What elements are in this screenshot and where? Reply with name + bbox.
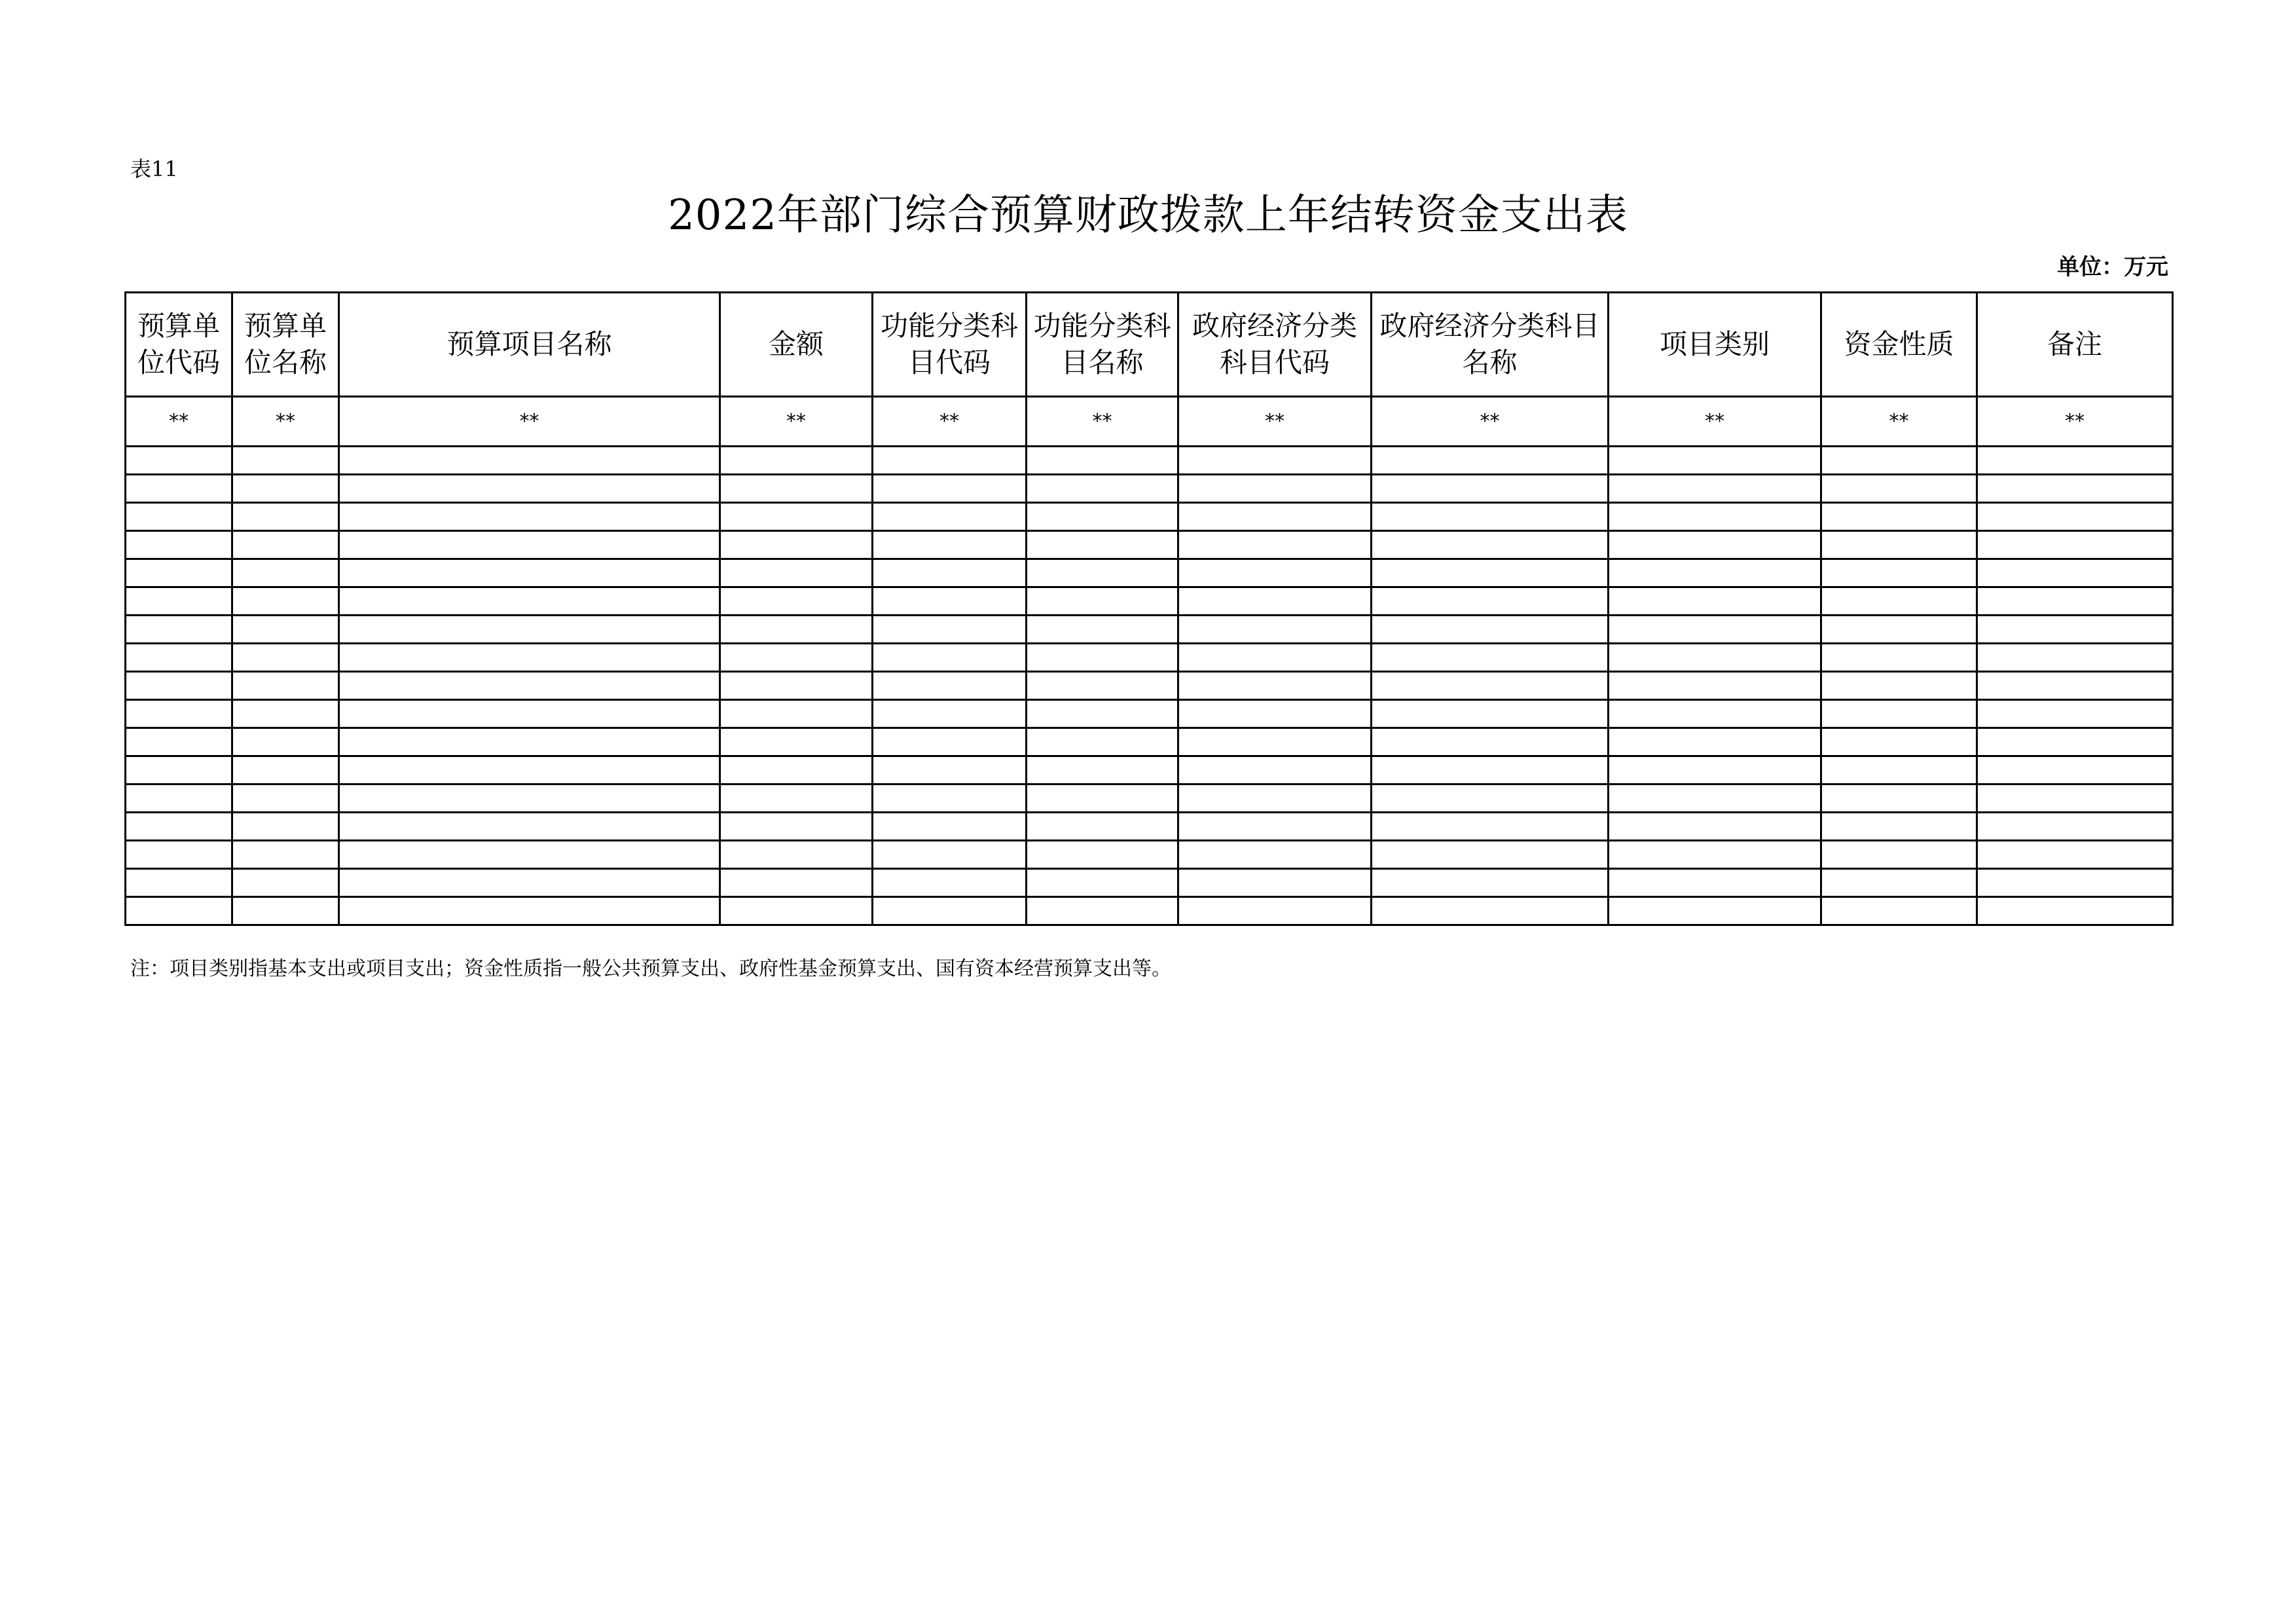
table-number: 表11 [130, 157, 178, 181]
table-cell [1027, 531, 1178, 559]
table-cell [339, 644, 720, 672]
column-header-economic-code: 政府经济分类科目代码 [1178, 293, 1372, 397]
table-cell [720, 700, 873, 728]
table-cell [1977, 587, 2173, 616]
budget-table [124, 291, 2174, 926]
table-cell [1372, 531, 1609, 559]
table-cell [1027, 587, 1178, 616]
table-cell [126, 672, 232, 700]
table-cell [232, 897, 339, 925]
table-cell [1609, 475, 1821, 503]
table-cell [873, 587, 1027, 616]
table-cell [1027, 700, 1178, 728]
table-cell [339, 447, 720, 475]
table-cell [1372, 784, 1609, 813]
table-cell [1977, 447, 2173, 475]
table-cell [339, 756, 720, 784]
unit-label: 单位：万元 [2057, 254, 2168, 280]
table-cell [1821, 616, 1977, 644]
marker-cell: ** [339, 397, 720, 447]
table-row [126, 531, 2173, 559]
table-cell [1372, 672, 1609, 700]
table-cell [339, 531, 720, 559]
table-cell [1977, 616, 2173, 644]
table-cell [1609, 813, 1821, 841]
table-cell [1821, 559, 1977, 587]
table-cell [1372, 616, 1609, 644]
table-cell [339, 700, 720, 728]
column-header-function-code: 功能分类科目代码 [873, 293, 1027, 397]
table-cell [1821, 644, 1977, 672]
table-row [126, 447, 2173, 475]
table-cell [1027, 559, 1178, 587]
table-cell [1821, 813, 1977, 841]
table-cell [339, 897, 720, 925]
table-cell [1821, 700, 1977, 728]
table-cell [1178, 447, 1372, 475]
table-cell [1372, 475, 1609, 503]
table-cell [720, 841, 873, 869]
table-cell [1372, 644, 1609, 672]
table-row [126, 869, 2173, 897]
table-cell [1372, 700, 1609, 728]
table-cell [1372, 756, 1609, 784]
table-cell [873, 503, 1027, 531]
table-cell [1609, 700, 1821, 728]
table-cell [720, 587, 873, 616]
table-cell [1027, 869, 1178, 897]
table-cell [1977, 700, 2173, 728]
table-cell [339, 559, 720, 587]
table-cell [720, 503, 873, 531]
marker-cell: ** [1178, 397, 1372, 447]
table-cell [126, 531, 232, 559]
table-row [126, 700, 2173, 728]
column-header-amount: 金额 [720, 293, 873, 397]
table-cell [1821, 756, 1977, 784]
table-cell [720, 728, 873, 756]
table-row [126, 728, 2173, 756]
table-cell [720, 869, 873, 897]
table-cell [1178, 616, 1372, 644]
table-row [126, 559, 2173, 587]
table-cell [1372, 869, 1609, 897]
table-cell [873, 784, 1027, 813]
table-cell [1609, 756, 1821, 784]
table-cell [339, 475, 720, 503]
column-header-project-category: 项目类别 [1609, 293, 1821, 397]
table-cell [1609, 869, 1821, 897]
table-cell [1178, 587, 1372, 616]
table-cell [1027, 644, 1178, 672]
table-cell [339, 784, 720, 813]
table-cell [1027, 447, 1178, 475]
table-cell [1609, 616, 1821, 644]
table-cell [1609, 841, 1821, 869]
table-cell [1372, 503, 1609, 531]
table-cell [1027, 475, 1178, 503]
table-cell [232, 616, 339, 644]
table-cell [1609, 531, 1821, 559]
table-cell [339, 813, 720, 841]
table-cell [232, 756, 339, 784]
table-cell [1821, 531, 1977, 559]
table-cell [1372, 813, 1609, 841]
table-cell [1027, 756, 1178, 784]
table-cell [339, 841, 720, 869]
table-cell [1609, 644, 1821, 672]
table-cell [126, 503, 232, 531]
table-cell [232, 813, 339, 841]
table-cell [1609, 503, 1821, 531]
table-cell [126, 475, 232, 503]
table-cell [126, 728, 232, 756]
table-cell [1977, 644, 2173, 672]
table-cell [126, 869, 232, 897]
marker-cell: ** [1977, 397, 2173, 447]
header-row [126, 293, 2173, 397]
table-cell [1977, 531, 2173, 559]
table-cell [1821, 447, 1977, 475]
table-cell [873, 559, 1027, 587]
table-cell [232, 503, 339, 531]
table-cell [720, 559, 873, 587]
marker-cell: ** [1821, 397, 1977, 447]
table-cell [1178, 644, 1372, 672]
table-cell [873, 728, 1027, 756]
table-cell [339, 672, 720, 700]
column-header-project-name: 预算项目名称 [339, 293, 720, 397]
marker-cell: ** [873, 397, 1027, 447]
table-cell [232, 587, 339, 616]
table-cell [1609, 784, 1821, 813]
table-cell [339, 869, 720, 897]
marker-cell: ** [1372, 397, 1609, 447]
table-cell [232, 841, 339, 869]
table-cell [232, 531, 339, 559]
table-cell [1609, 672, 1821, 700]
table-cell [720, 616, 873, 644]
table-cell [126, 559, 232, 587]
marker-cell: ** [1027, 397, 1178, 447]
table-cell [1178, 728, 1372, 756]
table-cell [339, 587, 720, 616]
table-cell [232, 869, 339, 897]
table-cell [1821, 841, 1977, 869]
table-cell [1821, 503, 1977, 531]
table-cell [232, 784, 339, 813]
table-cell [873, 869, 1027, 897]
table-row [126, 616, 2173, 644]
table-row [126, 672, 2173, 700]
table-cell [1821, 869, 1977, 897]
table-cell [1821, 672, 1977, 700]
footnote: 注：项目类别指基本支出或项目支出；资金性质指一般公共预算支出、政府性基金预算支出、国有资本经营预算支出等。 [130, 957, 1171, 980]
column-header-function-name: 功能分类科目名称 [1027, 293, 1178, 397]
table-cell [720, 672, 873, 700]
table-cell [720, 447, 873, 475]
table-cell [873, 672, 1027, 700]
table-cell [720, 813, 873, 841]
table-cell [1372, 841, 1609, 869]
table-cell [232, 728, 339, 756]
table-cell [1027, 784, 1178, 813]
table-cell [1178, 841, 1372, 869]
table-cell [1372, 559, 1609, 587]
table-cell [1977, 784, 2173, 813]
table-cell [1027, 503, 1178, 531]
table-cell [126, 587, 232, 616]
table-cell [720, 644, 873, 672]
table-cell [873, 897, 1027, 925]
marker-cell: ** [720, 397, 873, 447]
table-cell [126, 897, 232, 925]
page-title: 2022年部门综合预算财政拨款上年结转资金支出表 [668, 191, 1628, 240]
table-row [126, 503, 2173, 531]
table-row [126, 756, 2173, 784]
table-cell [1977, 503, 2173, 531]
column-header-unit-code: 预算单位代码 [126, 293, 232, 397]
table-cell [339, 503, 720, 531]
table-cell [1027, 728, 1178, 756]
table-cell [1977, 897, 2173, 925]
table-cell [1027, 813, 1178, 841]
marker-row [126, 397, 2173, 447]
column-header-economic-name: 政府经济分类科目名称 [1372, 293, 1609, 397]
table-cell [873, 841, 1027, 869]
table-cell [720, 531, 873, 559]
table-row [126, 897, 2173, 925]
table-cell [126, 616, 232, 644]
table-cell [232, 644, 339, 672]
table-cell [1178, 672, 1372, 700]
table-cell [1178, 756, 1372, 784]
table-cell [873, 475, 1027, 503]
table-cell [232, 475, 339, 503]
marker-cell: ** [1609, 397, 1821, 447]
table-cell [873, 700, 1027, 728]
table-cell [1178, 531, 1372, 559]
table-cell [1027, 672, 1178, 700]
marker-cell: ** [232, 397, 339, 447]
table-cell [1178, 700, 1372, 728]
table-cell [232, 559, 339, 587]
table-cell [1609, 447, 1821, 475]
table-row [126, 475, 2173, 503]
table-cell [1977, 559, 2173, 587]
table-cell [1821, 897, 1977, 925]
table-row [126, 841, 2173, 869]
table-cell [1977, 869, 2173, 897]
table-cell [1372, 587, 1609, 616]
table-cell [1609, 728, 1821, 756]
table-cell [126, 700, 232, 728]
table-cell [232, 700, 339, 728]
table-row [126, 644, 2173, 672]
table-cell [126, 784, 232, 813]
table-cell [873, 756, 1027, 784]
table-cell [126, 644, 232, 672]
table-cell [873, 644, 1027, 672]
column-header-remarks: 备注 [1977, 293, 2173, 397]
table-cell [1372, 447, 1609, 475]
table-cell [720, 475, 873, 503]
table-cell [1977, 475, 2173, 503]
table-cell [1178, 897, 1372, 925]
table-row [126, 587, 2173, 616]
table-cell [1178, 559, 1372, 587]
table-cell [1977, 841, 2173, 869]
table-cell [126, 841, 232, 869]
column-header-unit-name: 预算单位名称 [232, 293, 339, 397]
table-cell [339, 728, 720, 756]
table-cell [1609, 559, 1821, 587]
table-cell [1609, 587, 1821, 616]
table-cell [873, 531, 1027, 559]
table-cell [126, 813, 232, 841]
table-cell [1178, 475, 1372, 503]
table-cell [1027, 616, 1178, 644]
table-cell [873, 813, 1027, 841]
table-cell [1027, 841, 1178, 869]
table-cell [1372, 897, 1609, 925]
table-cell [1178, 784, 1372, 813]
table-cell [873, 447, 1027, 475]
table-cell [1178, 869, 1372, 897]
table-cell [1977, 756, 2173, 784]
table-cell [720, 897, 873, 925]
table-cell [873, 616, 1027, 644]
table-cell [126, 447, 232, 475]
table-cell [720, 784, 873, 813]
table-cell [1178, 813, 1372, 841]
table-cell [1977, 672, 2173, 700]
table-cell [1372, 728, 1609, 756]
table-cell [1178, 503, 1372, 531]
table-cell [720, 756, 873, 784]
column-header-fund-nature: 资金性质 [1821, 293, 1977, 397]
table-cell [1821, 475, 1977, 503]
table-body [126, 397, 2173, 925]
table-row [126, 813, 2173, 841]
table-cell [339, 616, 720, 644]
table-cell [1821, 784, 1977, 813]
table-cell [232, 672, 339, 700]
table-cell [1977, 813, 2173, 841]
table-cell [1027, 897, 1178, 925]
table-cell [1609, 897, 1821, 925]
table-row [126, 784, 2173, 813]
table-cell [232, 447, 339, 475]
table-cell [1977, 728, 2173, 756]
table-cell [1821, 728, 1977, 756]
table-cell [126, 756, 232, 784]
table-cell [1821, 587, 1977, 616]
marker-cell: ** [126, 397, 232, 447]
